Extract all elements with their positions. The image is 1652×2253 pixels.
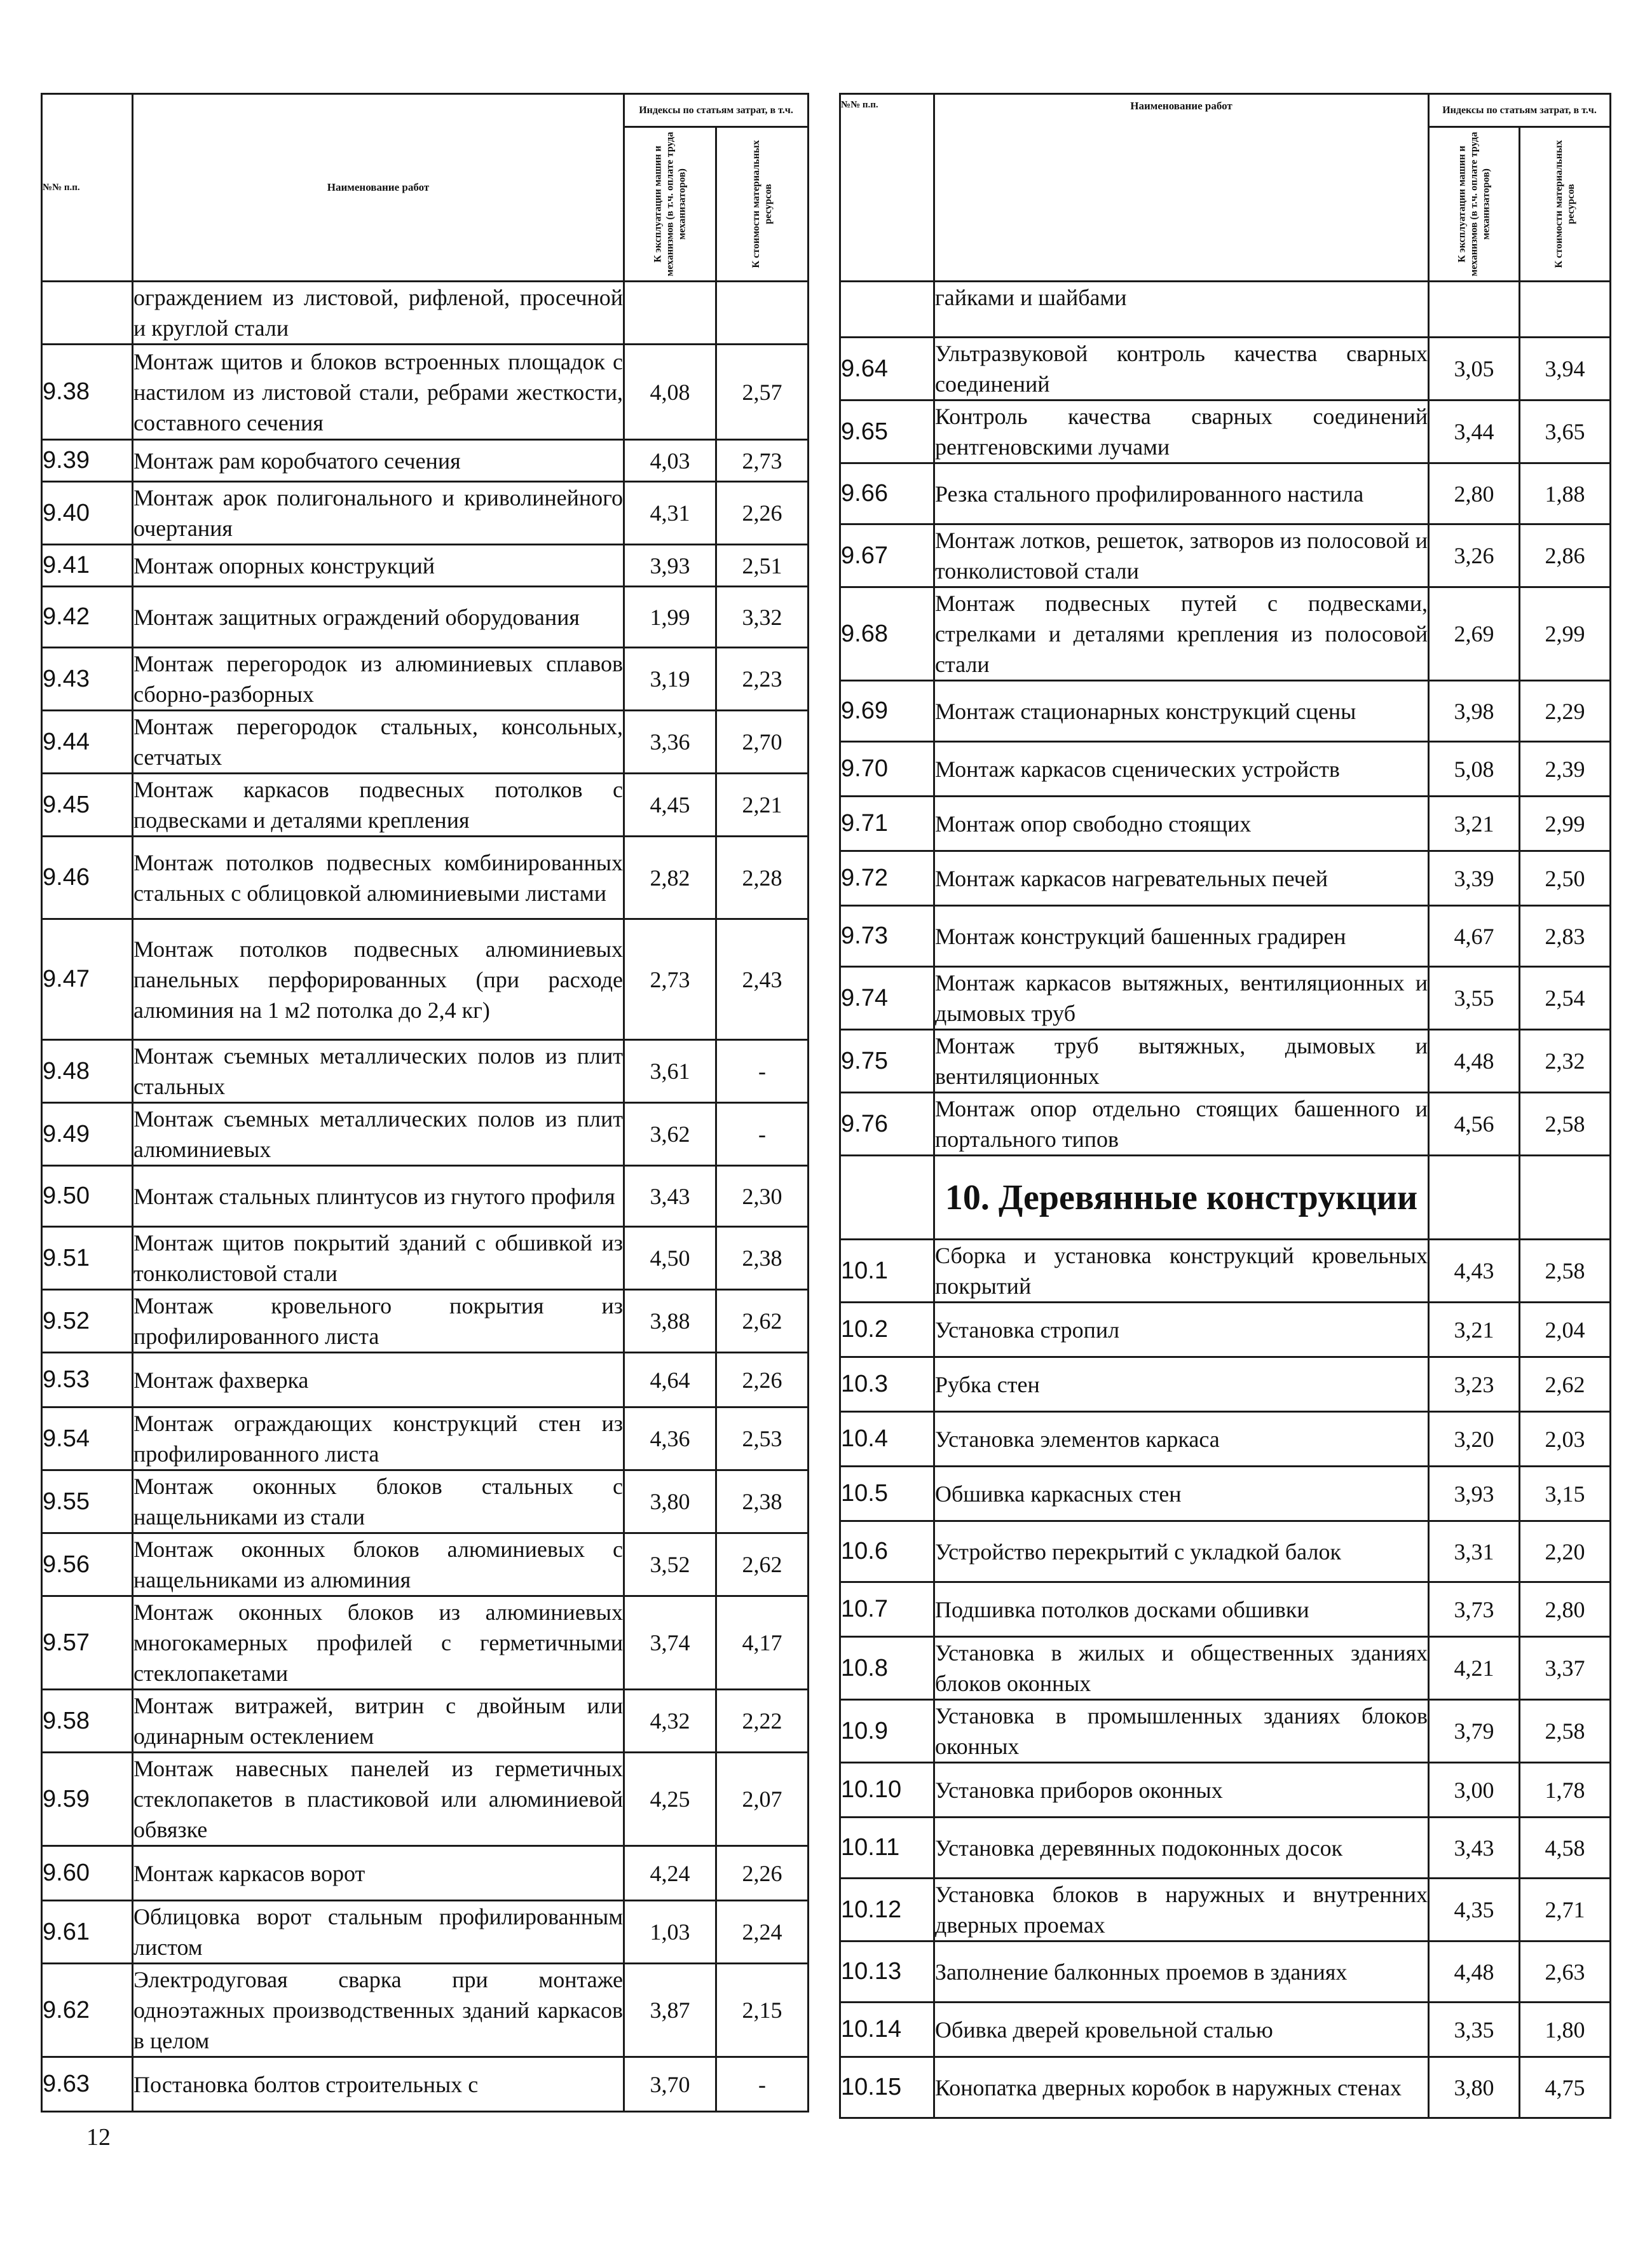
index-materials: 2,73 xyxy=(716,440,809,482)
work-name: Монтаж опор свободно стоящих xyxy=(934,797,1429,851)
index-materials: 2,53 xyxy=(716,1407,809,1470)
index-materials: 2,51 xyxy=(716,545,809,587)
index-machines: 2,73 xyxy=(624,919,716,1040)
index-materials: 2,15 xyxy=(716,1964,809,2057)
index-materials: 2,24 xyxy=(716,1901,809,1964)
table-row xyxy=(840,1582,1611,1637)
index-materials: 2,38 xyxy=(716,1227,809,1290)
table-row xyxy=(42,1846,809,1901)
index-materials: 2,80 xyxy=(1520,1582,1611,1637)
work-name: Установка деревянных подоконных досок xyxy=(934,1818,1429,1879)
row-number: 9.65 xyxy=(840,401,934,463)
index-machines: 3,39 xyxy=(1429,851,1520,906)
row-number: 9.40 xyxy=(42,482,133,545)
index-materials: 1,88 xyxy=(1520,463,1611,524)
table-row xyxy=(42,1690,809,1753)
header-col-materials: К стоимости материальных ресурсов xyxy=(1520,127,1611,282)
row-number: 10.3 xyxy=(840,1357,934,1412)
table-row xyxy=(42,1533,809,1596)
row-number: 10.10 xyxy=(840,1763,934,1818)
index-materials: 2,03 xyxy=(1520,1412,1611,1467)
row-number: 10.7 xyxy=(840,1582,934,1637)
row-number: 9.39 xyxy=(42,440,133,482)
index-machines: 3,80 xyxy=(624,1470,716,1533)
index-machines: 4,48 xyxy=(1429,1030,1520,1093)
index-materials: 2,26 xyxy=(716,1353,809,1407)
left-table-body xyxy=(42,282,809,2112)
work-name: Монтаж стационарных конструкций сцены xyxy=(934,681,1429,742)
index-materials: 1,80 xyxy=(1520,2003,1611,2057)
work-name: Сборка и установка конструкций кровельных покрытий xyxy=(934,1240,1429,1303)
header-col-machines: К эксплуатации машин и механизмов (в т.ч. оплате труда механизаторов) xyxy=(1429,127,1520,282)
index-materials: 2,99 xyxy=(1520,797,1611,851)
index-machines: 3,00 xyxy=(1429,1763,1520,1818)
index-machines: 3,43 xyxy=(624,1166,716,1227)
row-number: 10.5 xyxy=(840,1467,934,1521)
index-materials: 2,23 xyxy=(716,648,809,711)
table-row xyxy=(840,401,1611,463)
index-materials: 2,38 xyxy=(716,1470,809,1533)
work-name: Монтаж щитов покрытий зданий с обшивкой из тонколистовой стали xyxy=(133,1227,624,1290)
table-row xyxy=(840,463,1611,524)
row-number: 9.42 xyxy=(42,587,133,648)
table-row xyxy=(840,1030,1611,1093)
index-machines: 3,21 xyxy=(1429,797,1520,851)
work-name: Установка блоков в наружных и внутренних дверных проемах xyxy=(934,1879,1429,1941)
row-number: 9.57 xyxy=(42,1596,133,1690)
index-machines: 4,21 xyxy=(1429,1637,1520,1700)
index-machines: 1,03 xyxy=(624,1901,716,1964)
table-row xyxy=(840,742,1611,797)
row-number: 9.72 xyxy=(840,851,934,906)
row-number: 9.76 xyxy=(840,1093,934,1156)
index-machines: 4,45 xyxy=(624,774,716,837)
table-row xyxy=(42,1103,809,1166)
work-name: Устройство перекрытий с укладкой балок xyxy=(934,1521,1429,1582)
work-name: Монтаж каркасов ворот xyxy=(133,1846,624,1901)
index-machines: 3,36 xyxy=(624,711,716,774)
row-number: 9.41 xyxy=(42,545,133,587)
row-number: 9.46 xyxy=(42,837,133,919)
index-machines: 3,05 xyxy=(1429,338,1520,401)
index-machines: 3,79 xyxy=(1429,1700,1520,1763)
index-materials: 2,04 xyxy=(1520,1303,1611,1357)
table-row xyxy=(840,797,1611,851)
header-no: №№ п.п. xyxy=(42,94,133,282)
row-number: 9.48 xyxy=(42,1040,133,1103)
table-row xyxy=(840,1412,1611,1467)
table-row xyxy=(42,1901,809,1964)
row-number: 9.60 xyxy=(42,1846,133,1901)
work-name: Монтаж перегородок стальных, консольных, сетчатых xyxy=(133,711,624,774)
continuation-text: ограждением из листовой, рифленой, просечной и круглой стали xyxy=(133,282,624,345)
index-materials: 2,86 xyxy=(1520,524,1611,587)
work-name: Монтаж щитов и блоков встроенных площадок с настилом из листовой стали, ребрами жесткости, составного сечения xyxy=(133,345,624,440)
index-machines: 1,99 xyxy=(624,587,716,648)
table-row xyxy=(840,1763,1611,1818)
work-name: Ультразвуковой контроль качества сварных соединений xyxy=(934,338,1429,401)
table-row xyxy=(840,587,1611,681)
index-materials: 2,07 xyxy=(716,1753,809,1846)
work-name: Монтаж потолков подвесных алюминиевых панельных перфорированных (при расходе алюминия на 1 м2 потолка до 2,4 кг) xyxy=(133,919,624,1040)
table-row xyxy=(42,1470,809,1533)
header-indices: Индексы по статьям затрат, в т.ч. xyxy=(624,94,809,127)
index-materials: 2,63 xyxy=(1520,1941,1611,2003)
index-machines: 4,24 xyxy=(624,1846,716,1901)
table-row xyxy=(42,1353,809,1407)
index-machines: 3,44 xyxy=(1429,401,1520,463)
right-table xyxy=(839,93,1611,2119)
table-row xyxy=(42,774,809,837)
row-number: 10.2 xyxy=(840,1303,934,1357)
work-name: Монтаж рам коробчатого сечения xyxy=(133,440,624,482)
work-name: Установка элементов каркаса xyxy=(934,1412,1429,1467)
table-row xyxy=(840,2003,1611,2057)
header-col-materials: К стоимости материальных ресурсов xyxy=(716,127,809,282)
work-name: Облицовка ворот стальным профилированным листом xyxy=(133,1901,624,1964)
table-row xyxy=(42,1040,809,1103)
row-number: 9.66 xyxy=(840,463,934,524)
work-name: Монтаж подвесных путей с подвесками, стрелками и деталями крепления из полосовой стали xyxy=(934,587,1429,681)
work-name: Монтаж каркасов подвесных потолков с подвесками и деталями крепления xyxy=(133,774,624,837)
index-machines: 3,23 xyxy=(1429,1357,1520,1412)
index-materials: 2,21 xyxy=(716,774,809,837)
table-row xyxy=(840,1941,1611,2003)
table-row xyxy=(42,919,809,1040)
table-row xyxy=(840,524,1611,587)
continuation-text: гайками и шайбами xyxy=(934,282,1429,338)
index-machines: 3,62 xyxy=(624,1103,716,1166)
row-number: 9.51 xyxy=(42,1227,133,1290)
table-row xyxy=(840,1818,1611,1879)
table-row xyxy=(840,851,1611,906)
index-materials: 2,83 xyxy=(1520,906,1611,967)
row-number: 9.69 xyxy=(840,681,934,742)
work-name: Монтаж стальных плинтусов из гнутого профиля xyxy=(133,1166,624,1227)
work-name: Установка в промышленных зданиях блоков оконных xyxy=(934,1700,1429,1763)
work-name: Конопатка дверных коробок в наружных стенах xyxy=(934,2057,1429,2118)
work-name: Монтаж арок полигонального и криволинейного очертания xyxy=(133,482,624,545)
index-materials: 2,32 xyxy=(1520,1030,1611,1093)
index-machines: 5,08 xyxy=(1429,742,1520,797)
table-row xyxy=(42,1227,809,1290)
index-machines: 4,08 xyxy=(624,345,716,440)
row-number: 9.62 xyxy=(42,1964,133,2057)
index-machines: 3,55 xyxy=(1429,967,1520,1030)
work-name: Установка стропил xyxy=(934,1303,1429,1357)
row-number: 9.75 xyxy=(840,1030,934,1093)
work-name: Монтаж лотков, решеток, затворов из полосовой и тонколистовой стали xyxy=(934,524,1429,587)
header-no: №№ п.п. xyxy=(840,94,934,282)
right-table-body xyxy=(840,282,1611,2118)
index-machines: 3,80 xyxy=(1429,2057,1520,2118)
work-name: Подшивка потолков досками обшивки xyxy=(934,1582,1429,1637)
table-row xyxy=(840,906,1611,967)
row-number: 9.70 xyxy=(840,742,934,797)
row-number: 9.43 xyxy=(42,648,133,711)
index-machines: 4,35 xyxy=(1429,1879,1520,1941)
index-materials: 3,32 xyxy=(716,587,809,648)
row-number: 10.1 xyxy=(840,1240,934,1303)
index-machines: 3,20 xyxy=(1429,1412,1520,1467)
row-number: 9.54 xyxy=(42,1407,133,1470)
index-machines: 3,74 xyxy=(624,1596,716,1690)
header-col-machines: К эксплуатации машин и механизмов (в т.ч. оплате труда механизаторов) xyxy=(624,127,716,282)
index-machines: 3,19 xyxy=(624,648,716,711)
index-materials: 4,17 xyxy=(716,1596,809,1690)
row-number: 9.50 xyxy=(42,1166,133,1227)
table-row xyxy=(840,1637,1611,1700)
index-machines: 4,48 xyxy=(1429,1941,1520,2003)
index-machines: 3,87 xyxy=(624,1964,716,2057)
index-machines: 3,93 xyxy=(1429,1467,1520,1521)
index-machines: 4,56 xyxy=(1429,1093,1520,1156)
table-row xyxy=(840,338,1611,401)
index-machines: 3,70 xyxy=(624,2057,716,2112)
index-materials: 2,58 xyxy=(1520,1093,1611,1156)
index-materials: 2,57 xyxy=(716,345,809,440)
section-title: 10. Деревянные конструкции xyxy=(934,1156,1429,1240)
continuation-row xyxy=(42,282,809,345)
table-row xyxy=(840,1521,1611,1582)
work-name: Электродуговая сварка при монтаже одноэтажных производственных зданий каркасов в целом xyxy=(133,1964,624,2057)
work-name: Монтаж навесных панелей из герметичных стеклопакетов в пластиковой или алюминиевой обвязке xyxy=(133,1753,624,1846)
work-name: Монтаж конструкций башенных градирен xyxy=(934,906,1429,967)
index-materials: 3,37 xyxy=(1520,1637,1611,1700)
work-name: Монтаж фахверка xyxy=(133,1353,624,1407)
work-name: Монтаж кровельного покрытия из профилированного листа xyxy=(133,1290,624,1353)
index-materials: 2,62 xyxy=(716,1290,809,1353)
row-number: 9.73 xyxy=(840,906,934,967)
index-materials: 2,62 xyxy=(1520,1357,1611,1412)
row-number: 9.58 xyxy=(42,1690,133,1753)
work-name: Резка стального профилированного настила xyxy=(934,463,1429,524)
table-row xyxy=(42,648,809,711)
index-materials: 2,70 xyxy=(716,711,809,774)
index-materials: - xyxy=(716,1040,809,1103)
work-name: Монтаж оконных блоков алюминиевых с нащельниками из алюминия xyxy=(133,1533,624,1596)
index-machines: 3,73 xyxy=(1429,1582,1520,1637)
index-machines: 4,03 xyxy=(624,440,716,482)
index-machines: 4,36 xyxy=(624,1407,716,1470)
left-table xyxy=(41,93,809,2113)
work-name: Монтаж потолков подвесных комбинированных стальных с облицовкой алюминиевыми листами xyxy=(133,837,624,919)
index-machines: 3,61 xyxy=(624,1040,716,1103)
work-name: Установка приборов оконных xyxy=(934,1763,1429,1818)
row-number: 10.13 xyxy=(840,1941,934,2003)
index-machines: 4,67 xyxy=(1429,906,1520,967)
table-row xyxy=(42,1964,809,2057)
table-row xyxy=(840,1303,1611,1357)
index-materials: 2,26 xyxy=(716,1846,809,1901)
index-materials: 2,30 xyxy=(716,1166,809,1227)
table-row xyxy=(840,967,1611,1030)
index-machines: 3,26 xyxy=(1429,524,1520,587)
index-materials: 2,20 xyxy=(1520,1521,1611,1582)
work-name: Обивка дверей кровельной сталью xyxy=(934,2003,1429,2057)
work-name: Монтаж каркасов нагревательных печей xyxy=(934,851,1429,906)
index-materials: 2,58 xyxy=(1520,1240,1611,1303)
row-number: 9.67 xyxy=(840,524,934,587)
index-machines: 3,21 xyxy=(1429,1303,1520,1357)
table-row xyxy=(42,1596,809,1690)
work-name: Контроль качества сварных соединений рентгеновскими лучами xyxy=(934,401,1429,463)
table-row xyxy=(42,440,809,482)
index-materials: 2,62 xyxy=(716,1533,809,1596)
row-number: 9.59 xyxy=(42,1753,133,1846)
header-indices: Индексы по статьям затрат, в т.ч. xyxy=(1429,94,1611,127)
index-machines: 4,43 xyxy=(1429,1240,1520,1303)
index-materials: 2,58 xyxy=(1520,1700,1611,1763)
table-row xyxy=(42,711,809,774)
work-name: Рубка стен xyxy=(934,1357,1429,1412)
index-machines: 2,69 xyxy=(1429,587,1520,681)
row-number: 9.64 xyxy=(840,338,934,401)
row-number: 9.45 xyxy=(42,774,133,837)
table-row xyxy=(840,1467,1611,1521)
continuation-row xyxy=(840,282,1611,338)
index-materials: 4,58 xyxy=(1520,1818,1611,1879)
index-materials: 3,15 xyxy=(1520,1467,1611,1521)
index-materials: 2,99 xyxy=(1520,587,1611,681)
row-number: 10.6 xyxy=(840,1521,934,1582)
row-number: 9.53 xyxy=(42,1353,133,1407)
row-number: 9.55 xyxy=(42,1470,133,1533)
work-name: Монтаж защитных ограждений оборудования xyxy=(133,587,624,648)
work-name: Монтаж каркасов сценических устройств xyxy=(934,742,1429,797)
header-name: Наименование работ xyxy=(133,94,624,282)
table-row xyxy=(840,681,1611,742)
table-row xyxy=(840,1093,1611,1156)
index-machines: 3,93 xyxy=(624,545,716,587)
work-name: Монтаж витражей, витрин с двойным или одинарным остеклением xyxy=(133,1690,624,1753)
table-row xyxy=(840,1700,1611,1763)
work-name: Установка в жилых и общественных зданиях блоков оконных xyxy=(934,1637,1429,1700)
index-materials: 2,54 xyxy=(1520,967,1611,1030)
row-number: 9.74 xyxy=(840,967,934,1030)
row-number: 9.52 xyxy=(42,1290,133,1353)
index-materials: 2,39 xyxy=(1520,742,1611,797)
row-number: 9.47 xyxy=(42,919,133,1040)
index-materials: 2,50 xyxy=(1520,851,1611,906)
index-machines: 3,52 xyxy=(624,1533,716,1596)
index-machines: 2,82 xyxy=(624,837,716,919)
index-machines: 3,31 xyxy=(1429,1521,1520,1582)
row-number: 10.9 xyxy=(840,1700,934,1763)
index-machines: 4,50 xyxy=(624,1227,716,1290)
table-row xyxy=(840,2057,1611,2118)
index-materials: 2,29 xyxy=(1520,681,1611,742)
table-row xyxy=(42,587,809,648)
table-row xyxy=(42,345,809,440)
index-materials: 1,78 xyxy=(1520,1763,1611,1818)
row-number: 9.71 xyxy=(840,797,934,851)
row-number: 10.14 xyxy=(840,2003,934,2057)
index-machines: 3,43 xyxy=(1429,1818,1520,1879)
work-name: Обшивка каркасных стен xyxy=(934,1467,1429,1521)
index-materials: 2,26 xyxy=(716,482,809,545)
row-number: 9.49 xyxy=(42,1103,133,1166)
index-materials: 3,94 xyxy=(1520,338,1611,401)
index-materials: 2,43 xyxy=(716,919,809,1040)
index-machines: 4,64 xyxy=(624,1353,716,1407)
index-machines: 4,32 xyxy=(624,1690,716,1753)
row-number: 10.11 xyxy=(840,1818,934,1879)
row-number: 10.8 xyxy=(840,1637,934,1700)
table-row xyxy=(42,1753,809,1846)
work-name: Монтаж оконных блоков из алюминиевых многокамерных профилей с герметичными стеклопакетами xyxy=(133,1596,624,1690)
row-number: 10.15 xyxy=(840,2057,934,2118)
work-name: Монтаж труб вытяжных, дымовых и вентиляционных xyxy=(934,1030,1429,1093)
work-name: Постановка болтов строительных с xyxy=(133,2057,624,2112)
table-row xyxy=(42,545,809,587)
row-number: 9.44 xyxy=(42,711,133,774)
work-name: Заполнение балконных проемов в зданиях xyxy=(934,1941,1429,2003)
table-row xyxy=(42,482,809,545)
table-row xyxy=(840,1879,1611,1941)
row-number: 10.4 xyxy=(840,1412,934,1467)
index-machines: 3,98 xyxy=(1429,681,1520,742)
work-name: Монтаж съемных металлических полов из плит алюминиевых xyxy=(133,1103,624,1166)
index-machines: 3,88 xyxy=(624,1290,716,1353)
table-row xyxy=(42,1407,809,1470)
header-name: Наименование работ xyxy=(934,94,1429,282)
table-row xyxy=(42,2057,809,2112)
table-row xyxy=(42,1290,809,1353)
work-name: Монтаж каркасов вытяжных, вентиляционных и дымовых труб xyxy=(934,967,1429,1030)
index-machines: 3,35 xyxy=(1429,2003,1520,2057)
index-materials: 2,28 xyxy=(716,837,809,919)
table-row xyxy=(42,837,809,919)
table-row xyxy=(840,1240,1611,1303)
table-row xyxy=(840,1357,1611,1412)
row-number: 9.68 xyxy=(840,587,934,681)
index-materials: 2,22 xyxy=(716,1690,809,1753)
index-materials: 4,75 xyxy=(1520,2057,1611,2118)
index-machines: 2,80 xyxy=(1429,463,1520,524)
table-row xyxy=(42,1166,809,1227)
row-number: 9.61 xyxy=(42,1901,133,1964)
row-number: 9.63 xyxy=(42,2057,133,2112)
row-number: 9.38 xyxy=(42,345,133,440)
index-machines: 4,25 xyxy=(624,1753,716,1846)
work-name: Монтаж съемных металлических полов из плит стальных xyxy=(133,1040,624,1103)
section-row xyxy=(840,1156,1611,1240)
work-name: Монтаж опор отдельно стоящих башенного и портального типов xyxy=(934,1093,1429,1156)
row-number: 9.56 xyxy=(42,1533,133,1596)
work-name: Монтаж перегородок из алюминиевых сплавов сборно-разборных xyxy=(133,648,624,711)
work-name: Монтаж ограждающих конструкций стен из профилированного листа xyxy=(133,1407,624,1470)
index-materials: - xyxy=(716,2057,809,2112)
index-materials: - xyxy=(716,1103,809,1166)
index-materials: 3,65 xyxy=(1520,401,1611,463)
row-number: 10.12 xyxy=(840,1879,934,1941)
page-number: 12 xyxy=(86,2124,111,2151)
index-machines: 4,31 xyxy=(624,482,716,545)
index-materials: 2,71 xyxy=(1520,1879,1611,1941)
work-name: Монтаж опорных конструкций xyxy=(133,545,624,587)
work-name: Монтаж оконных блоков стальных с нащельниками из стали xyxy=(133,1470,624,1533)
